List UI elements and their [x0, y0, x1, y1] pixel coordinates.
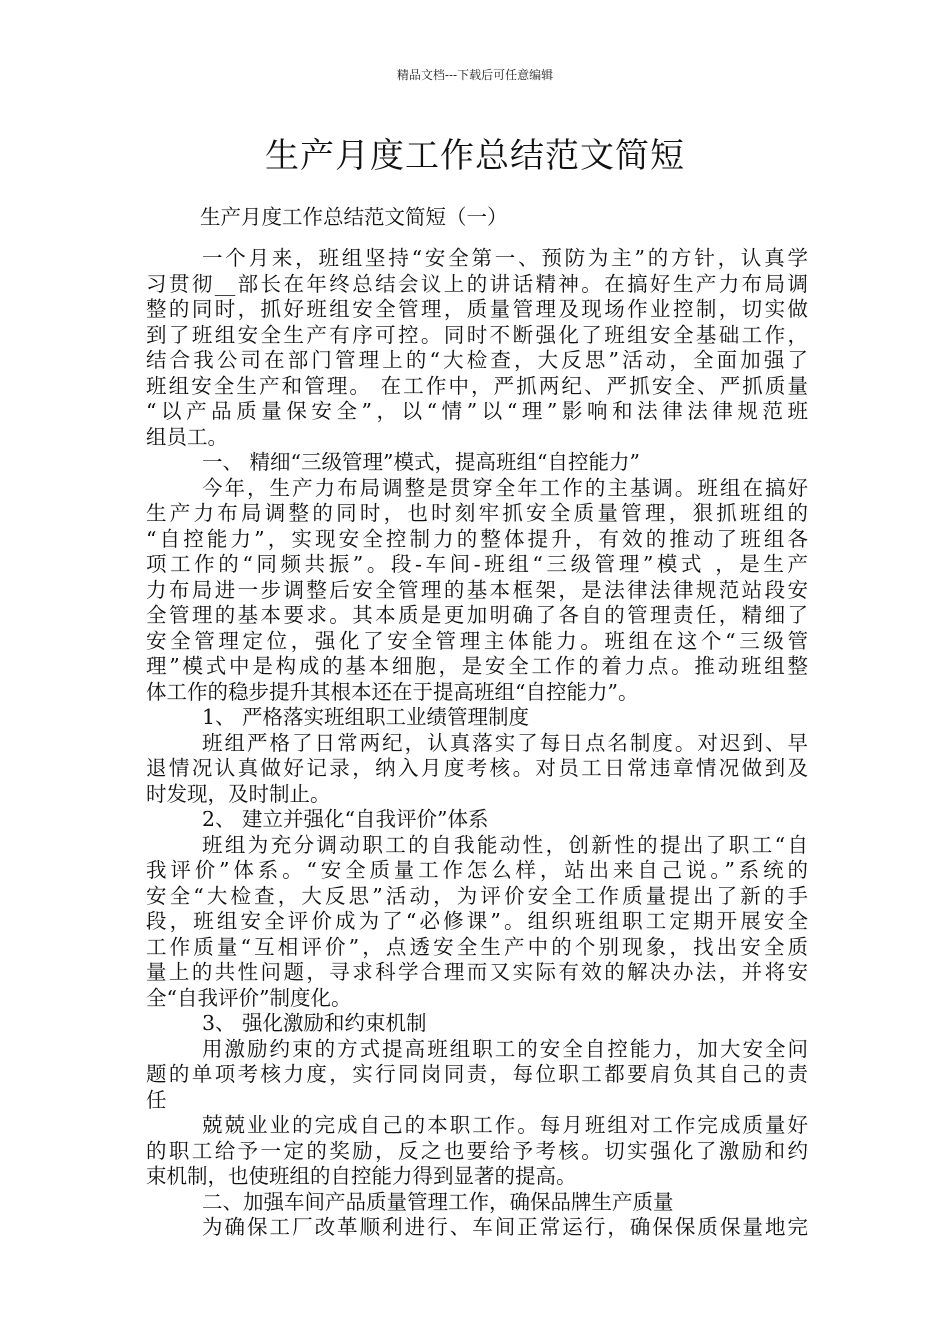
body-line: 一个月来，班组坚持“安全第一、预防为主”的方针，认真学: [202, 246, 808, 270]
document-body: [146, 246, 808, 1241]
section-heading: 3、 强化激励和约束机制: [202, 1011, 427, 1035]
body-line: 组员工。: [146, 424, 228, 449]
body-line: 题的单项考核力度，实行同岗同责，每位职工都要肩负其自己的责: [146, 1062, 808, 1086]
body-line: 安全“大检查，大反思”活动，为评价安全工作质量提出了新的手: [146, 883, 808, 908]
section-heading: 二、加强车间产品质量管理工作，确保品牌生产质量: [202, 1189, 674, 1214]
body-line: 为确保工厂改革顺利进行、车间正常运行，确保保质保量地完: [202, 1215, 808, 1239]
body-line: 任: [146, 1087, 167, 1112]
body-line: 结合我公司在部门管理上的“大检查，大反思”活动，全面加强了: [146, 348, 808, 372]
body-line: “自控能力”，实现安全控制力的整体提升，有效的推动了班组各: [146, 526, 808, 551]
body-line: 今年，生产力布局调整是贯穿全年工作的主基调。班组在搞好: [202, 475, 808, 500]
body-line: 量上的共性问题，寻求科学合理而又实际有效的解决办法，并将安: [146, 960, 808, 984]
body-line: 退情况认真做好记录，纳入月度考核。对员工日常违章情况做到及: [146, 756, 808, 780]
header-note: 精品文档---下载后可任意编辑: [396, 68, 554, 82]
body-line: 工作质量“互相评价”，点透安全生产中的个别现象，找出安全质: [146, 934, 808, 959]
document-subtitle: 生产月度工作总结范文简短（一）: [200, 205, 508, 229]
section-heading: 2、 建立并强化“自我评价”体系: [202, 807, 489, 831]
body-line: 安全管理定位，强化了安全管理主体能力。班组在这个“三级管: [146, 628, 808, 653]
body-line: 力布局进一步调整后安全管理的基本框架，是法律法律规范站段安: [146, 577, 808, 602]
body-line: 时发现，及时制止。: [146, 781, 331, 806]
body-line: 班组为充分调动职工的自我能动性，创新性的提出了职工“自: [202, 832, 808, 857]
body-line: 的职工给予一定的奖励，反之也要给予考核。切实强化了激励和约: [146, 1138, 808, 1163]
section-heading: 1、 严格落实班组职工业绩管理制度: [202, 705, 530, 729]
body-line: 我评价”体系。“安全质量工作怎么样，站出来自己说。”系统的: [146, 858, 808, 882]
body-line: 整的同时，抓好班组安全管理，质量管理及现场作业控制，切实做: [146, 297, 808, 321]
body-line: 到了班组安全生产有序可控。同时不断强化了班组安全基础工作，: [146, 322, 808, 347]
body-line: 理”模式中是构成的基本细胞，是安全工作的着力点。推动班组整: [146, 654, 808, 678]
body-line: 项工作的“同频共振”。段-车间-班组“三级管理”模式 ，是生产: [146, 552, 808, 576]
body-line: 班组安全生产和管理。 在工作中，严抓两纪、严抓安全、严抓质量: [146, 373, 808, 398]
body-line: 用激励约束的方式提高班组职工的安全自控能力，加大安全问: [202, 1036, 808, 1061]
body-line: 生产力布局调整的同时，也时刻牢抓安全质量管理，狠抓班组的: [146, 501, 808, 525]
body-line: 全管理的基本要求。其本质是更加明确了各自的管理责任，精细了: [146, 603, 808, 627]
body-line: “以产品质量保安全”，以“情”以“理”影响和法律法律规范班: [146, 399, 808, 423]
body-line: 全“自我评价”制度化。: [146, 985, 352, 1010]
body-line: 体工作的稳步提升其根本还在于提高班组“自控能力”。: [146, 679, 639, 704]
document-title: 生产月度工作总结范文简短: [265, 136, 685, 176]
body-line: 习贯彻__部长在年终总结会议上的讲话精神。在搞好生产力布局调: [146, 271, 808, 296]
body-line: 兢兢业业的完成自己的本职工作。每月班组对工作完成质量好: [202, 1113, 808, 1137]
section-heading: 一、 精细“三级管理”模式，提高班组“自控能力”: [202, 450, 640, 474]
body-line: 班组严格了日常两纪，认真落实了每日点名制度。对迟到、早: [202, 730, 808, 755]
body-line: 段，班组安全评价成为了“必修课”。组织班组职工定期开展安全: [146, 909, 808, 933]
body-line: 束机制，也使班组的自控能力得到显著的提高。: [146, 1164, 577, 1188]
